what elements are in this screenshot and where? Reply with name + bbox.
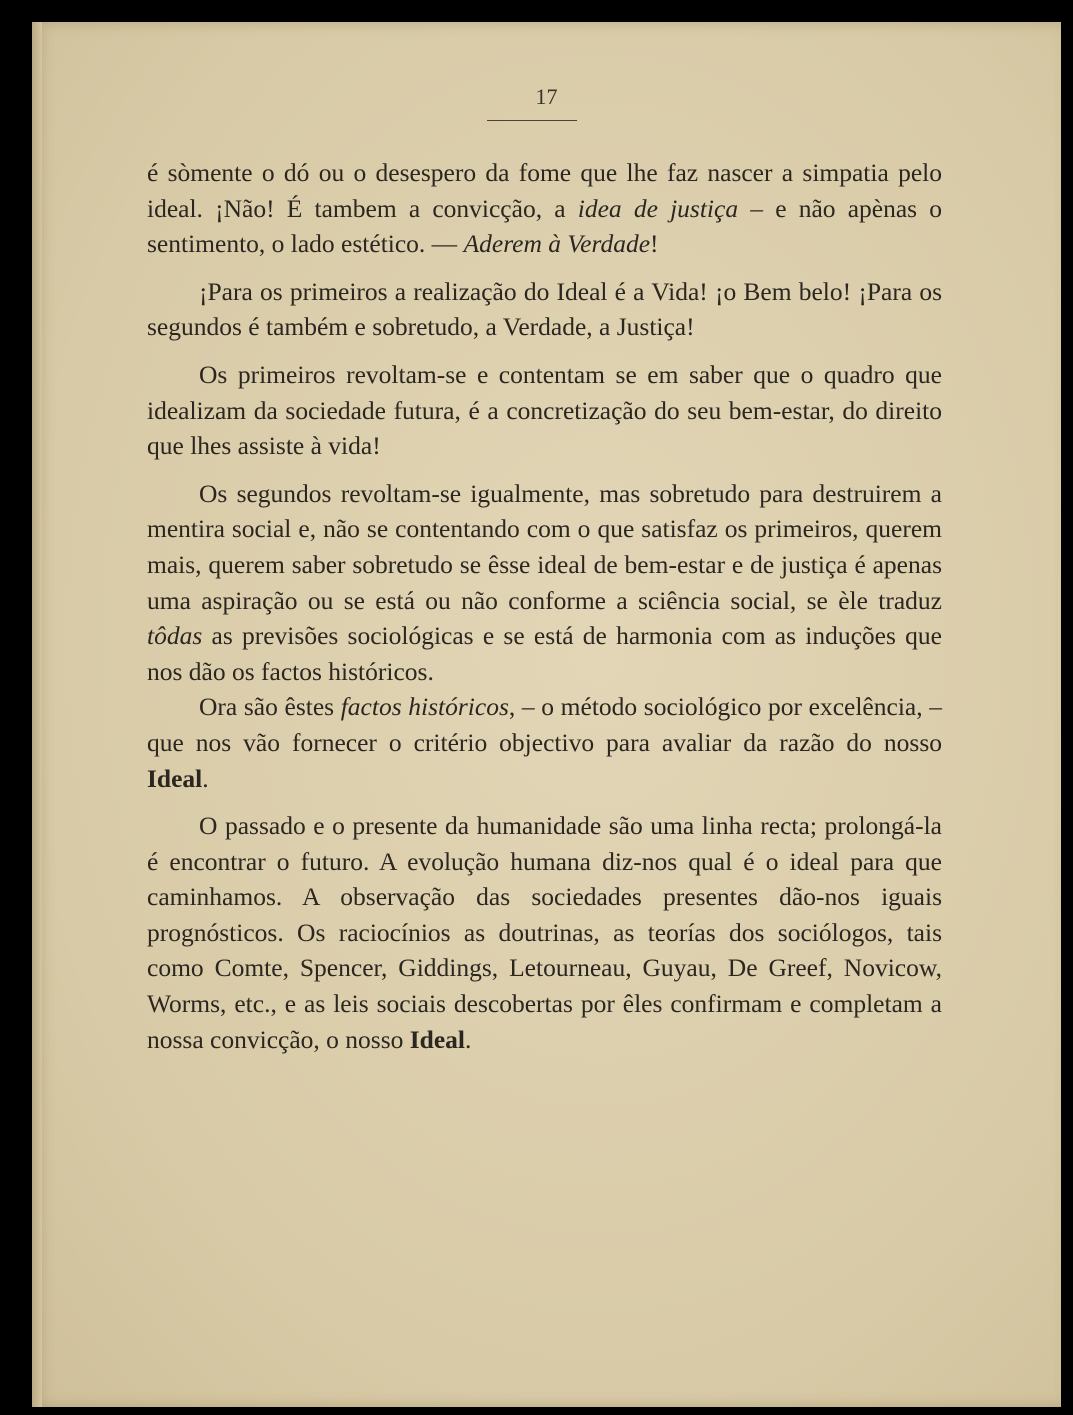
text-run: . — [465, 1024, 472, 1054]
bold-text: Ideal — [409, 1024, 466, 1054]
text-run: as previsões sociológicas e se está de harmonia com as induções que nos dão os factos históricos. — [147, 621, 942, 686]
paragraph — [147, 476, 942, 690]
italic-text: idea de justiça — [577, 193, 739, 223]
page-binding-shadow — [32, 22, 42, 1407]
italic-text: tôdas — [147, 621, 203, 651]
text-run: Os primeiros revoltam-se e contentam se em saber que o quadro que idealizam da sociedade futura, é a concretização do seu bem-estar, do direito que lhes assiste à vida! — [147, 359, 942, 461]
body-text — [147, 155, 942, 1069]
text-run: O passado e o presente da humanidade são uma linha recta; prolongá-la é encontrar o futuro. A evolução humana diz-nos qual é o ideal para que caminhamos. A observação das sociedades presentes dão-nos iguais prognósticos. Os raciocínios as doutrinas, as teorías dos sociólogos, tais como Comte, Spencer, Giddings, Letourneau, Guyau, De Greef, Novicow, Worms, etc., e as leis sociais descobertas por êles confirmam e completam a nossa convicção, o nosso — [147, 811, 942, 1054]
text-run: é sòmente o dó ou o desespero da fome que lhe faz nascer a simpatia pelo ideal. ¡Não! É tambem a convicção, a — [147, 158, 942, 223]
paragraph — [147, 689, 942, 796]
italic-text: factos históricos — [340, 692, 509, 722]
text-run: , – o método sociológico por excelência, – que nos vão fornecer o critério objectivo para avaliar da razão do nosso — [147, 692, 942, 757]
paragraph — [147, 274, 942, 345]
text-run: Ora são êstes — [199, 692, 341, 722]
book-page — [32, 22, 1061, 1407]
text-run: – e não apènas o sentimento, o lado estético. — — [147, 193, 943, 259]
bold-text: Ideal — [147, 763, 203, 793]
text-run: . — [202, 763, 209, 793]
header-rule — [487, 120, 577, 121]
italic-text: Aderem à Verdade — [463, 229, 651, 259]
paragraph — [147, 357, 942, 464]
page-number: 17 — [535, 84, 558, 109]
paragraph — [147, 155, 942, 262]
paragraph — [147, 808, 942, 1057]
text-run: ¡Para os primeiros a realização do Ideal é a Vida! ¡o Bem belo! ¡Para os segundos é também e sobretudo, a Verdade, a Justiça! — [147, 276, 942, 342]
text-run: Os segundos revoltam-se igualmente, mas sobretudo para destruirem a mentira social e, não se contentando com o que satisfaz os primeiros, querem mais, querem saber sobretudo se êsse ideal de bem-estar e de justiça é apenas uma aspiração ou se está ou não conforme a sciência social, se èle traduz — [147, 478, 942, 615]
text-run: ! — [650, 229, 659, 259]
